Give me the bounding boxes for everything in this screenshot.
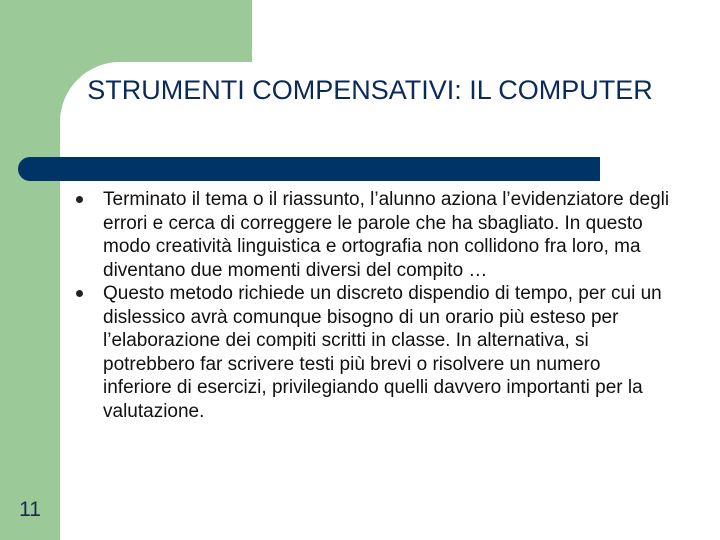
bullet-item xyxy=(70,188,670,282)
slide-title: STRUMENTI COMPENSATIVI: IL COMPUTER xyxy=(87,75,653,105)
bullet-text: Terminato il tema o il riassunto, l’alunno aziona l’evidenziatore degli errori e cerca di correggere le parole che ha sbagliato. In questo modo creatività linguistica e ortografia non collidono fra loro, ma diventano due momenti diversi del compito … xyxy=(103,189,670,281)
bullet-item xyxy=(70,282,670,423)
title-divider-bar xyxy=(18,157,600,181)
bullet-dot-icon xyxy=(76,196,83,203)
slide-number: 11 xyxy=(19,498,41,521)
bullet-text: Questo metodo richiede un discreto dispendio di tempo, per cui un dislessico avrà comunque bisogno di un orario più esteso per l’elaborazione dei compiti scritti in classe. In alternativa, si potrebbero far scrivere testi più brevi o risolvere un numero inferiore di esercizi, privilegiando quelli davvero importanti per la valutazione. xyxy=(103,283,662,422)
left-decorative-band xyxy=(0,0,60,540)
bullet-dot-icon xyxy=(76,290,83,297)
top-decorative-block xyxy=(60,0,252,62)
bullet-list xyxy=(70,188,670,423)
